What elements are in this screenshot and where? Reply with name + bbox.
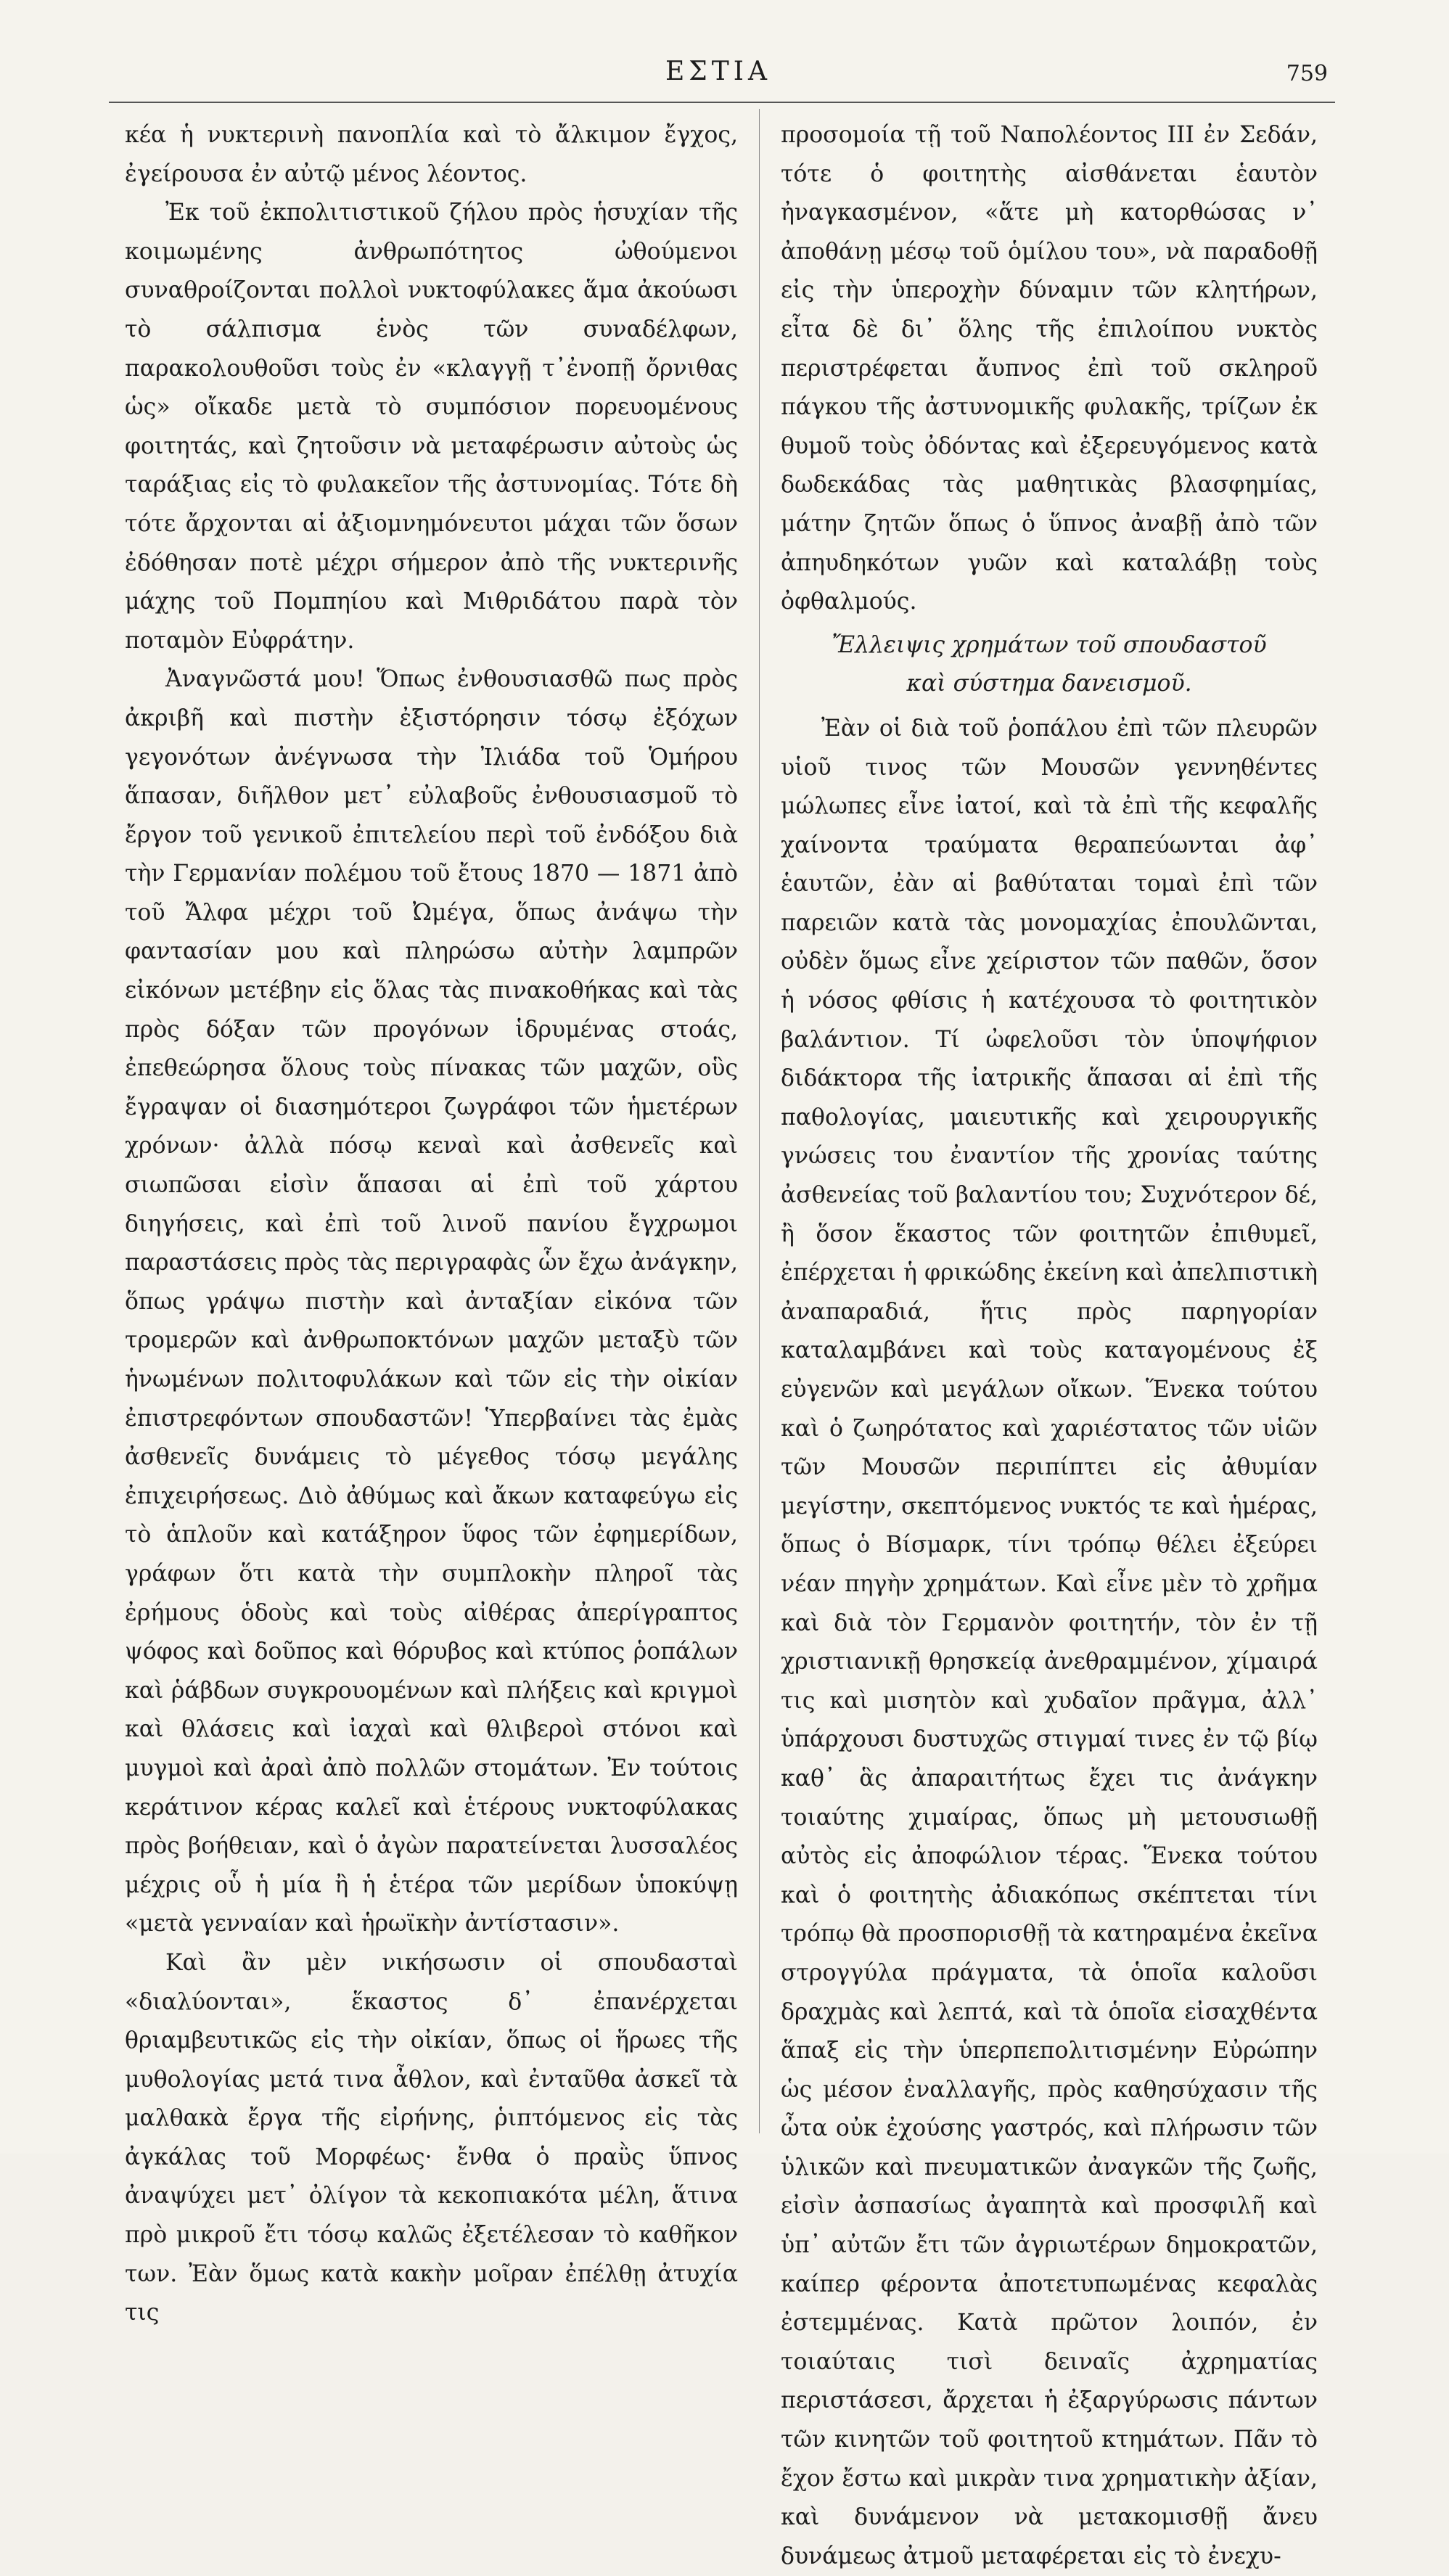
left-column xyxy=(125,116,738,2333)
header-rule xyxy=(109,102,1335,103)
left-paragraph-1: κέα ἡ νυκτερινὴ πανοπλία καὶ τὸ ἄλκιμον ἔγχος, ἐγείρουσα ἐν αὐτῷ μένος λέοντος. xyxy=(125,122,738,187)
right-paragraph-1: προσομοία τῇ τοῦ Ναπολέοντος ΙΙΙ ἐν Σεδάν, τότε ὁ φοιτητὴς αἰσθάνεται ἑαυτὸν ἠναγκασμένον, «ἅτε μὴ κατορθώσας ν᾽ ἀποθάνῃ μέσῳ τοῦ ὁμίλου του», νὰ παραδοθῇ εἰς τὴν ὑπεροχὴν δύναμιν τῶν κλητήρων, εἶτα δὲ δι᾽ ὅλης τῆς ἐπιλοίπου νυκτὸς περιστρέφεται ἄυπνος ἐπὶ τοῦ σκληροῦ πάγκου τῆς ἀστυνομικῆς φυλακῆς, τρίζων ἐκ θυμοῦ τοὺς ὀδόντας καὶ ἐξερευγόμενος κατὰ δωδεκάδας τὰς μαθητικὰς βλασφημίας, μάτην ζητῶν ὅπως ὁ ὕπνος ἀναβῇ ἀπὸ τῶν ἀπηυδηκότων γυῶν καὶ καταλάβῃ τοὺς ὀφθαλμούς. xyxy=(781,122,1318,615)
section-heading-line-2: καὶ σύστημα δανεισμοῦ. xyxy=(906,670,1192,697)
right-paragraph-2: Ἐὰν οἱ διὰ τοῦ ῥοπάλου ἐπὶ τῶν πλευρῶν υἱοῦ τινος τῶν Μουσῶν γεννηθέντες μώλωπες εἶνε ἰατοί, καὶ τὰ ἐπὶ τῆς κεφαλῆς χαίνοντα τραύματα θεραπεύωνται ἀφ᾽ ἑαυτῶν, ἐὰν αἱ βαθύταται τομαὶ ἐπὶ τῶν παρειῶν κατὰ τὰς μονομαχίας ἐπουλῶνται, οὐδὲν ὅμως εἶνε χείριστον τῶν παθῶν, ὅσον ἡ νόσος φθίσις ἡ κατέχουσα τὸ φοιτητικὸν βαλάντιον. Τί ὠφελοῦσι τὸν ὑποψήφιον διδάκτορα τῆς ἰατρικῆς ἅπασαι αἱ ἐπὶ τῆς παθολογίας, μαιευτικῆς καὶ χειρουργικῆς γνώσεις του ἐναντίον τῆς χρονίας ταύτης ἀσθενείας τοῦ βαλαντίου του; Συχνότερον δέ, ἢ ὅσον ἕκαστος τῶν φοιτητῶν ἐπιθυμεῖ, ἐπέρχεται ἡ φρικώδης ἐκείνη καὶ ἀπελπιστικὴ ἀναπαραδιά, ἥτις πρὸς παρηγορίαν καταλαμβάνει καὶ τοὺς καταγομένους ἐξ εὐγενῶν καὶ μεγάλων οἴκων. Ἕνεκα τούτου καὶ ὁ ζωηρότατος καὶ χαριέστατος τῶν υἱῶν τῶν Μουσῶν περιπίπτει εἰς ἀθυμίαν μεγίστην, σκεπτόμενος νυκτός τε καὶ ἡμέρας, ὅπως ὁ Βίσμαρκ, τίνι τρόπῳ θέλει ἐξεύρει νέαν πηγὴν χρημάτων. Καὶ εἶνε μὲν τὸ χρῆμα καὶ διὰ τὸν Γερμανὸν φοιτητήν, τὸν ἐν τῇ χριστιανικῇ θρησκείᾳ ἀνεθραμμένον, χίμαιρά τις καὶ μισητὸν καὶ χυδαῖον πρᾶγμα, ἀλλ᾽ ὑπάρχουσι δυστυχῶς στιγμαί τινες ἐν τῷ βίῳ καθ᾽ ἃς ἀπαραιτήτως ἔχει τις ἀνάγκην τοιαύτης χιμαίρας, ὅπως μὴ μετουσιωθῇ αὐτὸς εἰς ἀποφώλιον τέρας. Ἕνεκα τούτου καὶ ὁ φοιτητὴς ἀδιακόπως σκέπτεται τίνι τρόπῳ θὰ προσπορισθῇ τὰ κατηραμένα ἐκεῖνα στρογγύλα πράγματα, τὰ ὁποῖα καλοῦσι δραχμὰς καὶ λεπτά, καὶ τὰ ὁποῖα εἰσαχθέντα ἅπαξ εἰς τὴν ὑπερπεπολιτισμένην Εὐρώπην ὡς μέσον ἐναλλαγῆς, πρὸς καθησύχασιν τῆς ὦτα οὐκ ἐχούσης γαστρός, καὶ πλήρωσιν τῶν ὑλικῶν καὶ πνευματικῶν ἀναγκῶν τῆς ζωῆς, εἰσὶν ἀσπασίως ἀγαπητὰ καὶ προσφιλῆ καὶ ὑπ᾽ αὐτῶν ἔτι τῶν ἀγριωτέρων δημοκρατῶν, καίπερ φέροντα ἀποτετυπωμένας κεφαλὰς ἐστεμμένας. Κατὰ πρῶτον λοιπόν, ἐν τοιαύταις τισὶ δειναῖς ἀχρηματίας περιστάσεσι, ἄρχεται ἡ ἐξαργύρωσις πάντων τῶν κινητῶν τοῦ φοιτητοῦ κτημάτων. Πᾶν τὸ ἔχον ἔστω καὶ μικρὰν τινα χρηματικὴν ἀξίαν, καὶ δυνάμενον νὰ μετακομισθῇ ἄνευ δυνάμεως ἀτμοῦ μεταφέρεται εἰς τὸ ἐνεχυ- xyxy=(781,715,1318,2569)
column-divider xyxy=(759,109,760,2133)
page-header xyxy=(109,57,1328,93)
left-paragraph-4: Καὶ ἂν μὲν νικήσωσιν οἱ σπουδασταὶ «διαλύονται», ἕκαστος δ᾽ ἐπανέρχεται θριαμβευτικῶς εἰς τὴν οἰκίαν, ὅπως οἱ ἥρωες τῆς μυθολογίας μετά τινα ἆθλον, καὶ ἐνταῦθα ἀσκεῖ τὰ μαλθακὰ ἔργα τῆς εἰρήνης, ῥιπτόμενος εἰς τὰς ἀγκάλας τοῦ Μορφέως· ἔνθα ὁ πραῢς ὕπνος ἀναψύχει μετ᾽ ὀλίγον τὰ κεκοπιακότα μέλη, ἅτινα πρὸ μικροῦ ἔτι τόσῳ καλῶς ἐξετέλεσαν τὸ καθῆκον των. Ἐὰν ὅμως κατὰ κακὴν μοῖραν ἐπέλθῃ ἀτυχία τις xyxy=(125,1949,738,2326)
left-paragraph-2: Ἐκ τοῦ ἐκπολιτιστικοῦ ζήλου πρὸς ἡσυχίαν τῆς κοιμωμένης ἀνθρωπότητος ὠθούμενοι συναθροίζονται πολλοὶ νυκτοφύλακες ἅμα ἀκούωσι τὸ σάλπισμα ἑνὸς τῶν συναδέλφων, παρακολουθοῦσι τοὺς ἐν «κλαγγῇ τ᾽ἐνοπῇ ὄρνιθας ὡς» οἴκαδε μετὰ τὸ συμπόσιον πορευομένους φοιτητάς, καὶ ζητοῦσιν νὰ μεταφέρωσιν αὐτοὺς ὡς ταράξιας εἰς τὸ φυλακεῖον τῆς ἀστυνομίας. Τότε δὴ τότε ἄρχονται αἱ ἀξιομνημόνευτοι μάχαι τῶν ὅσων ἐδόθησαν ποτὲ μέχρι σήμερον ἀπὸ τῆς νυκτερινῆς μάχης τοῦ Πομπηίου καὶ Μιθριδάτου παρὰ τὸν ποταμὸν Εὐφράτην. xyxy=(125,200,738,654)
section-heading-line-1: Ἔλλειψις χρημάτων τοῦ σπουδαστοῦ xyxy=(832,631,1267,658)
right-column xyxy=(781,116,1318,2576)
section-heading xyxy=(781,626,1318,704)
left-paragraph-3: Ἀναγνῶστά μου! Ὅπως ἐνθουσιασθῶ πως πρὸς ἀκριβῆ καὶ πιστὴν ἐξιστόρησιν τόσῳ ἐξόχων γεγονότων ἀνέγνωσα τὴν Ἰλιάδα τοῦ Ὁμήρου ἅπασαν, διῆλθον μετ᾽ εὐλαβοῦς ἐνθουσιασμοῦ τὸ ἔργον τοῦ γενικοῦ ἐπιτελείου περὶ τοῦ ἐνδόξου διὰ τὴν Γερμανίαν πολέμου τοῦ ἔτους 1870 — 1871 ἀπὸ τοῦ Ἄλφα μέχρι τοῦ Ὠμέγα, ὅπως ἀνάψω τὴν φαντασίαν μου καὶ πληρώσω αὐτὴν λαμπρῶν εἰκόνων μετέβην εἰς ὅλας τὰς πινακοθήκας καὶ τὰς πρὸς δόξαν τῶν προγόνων ἱδρυμένας στοάς, ἐπεθεώρησα ὅλους τοὺς πίνακας τῶν μαχῶν, οὓς ἔγραψαν οἱ διασημότεροι ζωγράφοι τῶν ἡμετέρων χρόνων· ἀλλὰ πόσῳ κεναὶ καὶ ἀσθενεῖς καὶ σιωπῶσαι εἰσὶν ἅπασαι αἱ ἐπὶ τοῦ χάρτου διηγήσεις, καὶ ἐπὶ τοῦ λινοῦ πανίου ἔγχρωμοι παραστάσεις πρὸς τὰς περιγραφὰς ὧν ἔχω ἀνάγκην, ὅπως γράψω πιστὴν καὶ ἀνταξίαν εἰκόνα τῶν τρομερῶν καὶ ἀνθρωποκτόνων μαχῶν μεταξὺ τῶν ἡνωμένων πολιτοφυλάκων καὶ τῶν εἰς τὴν οἰκίαν ἐπιστρεφόντων σπουδαστῶν! Ὑπερβαίνει τὰς ἐμὰς ἀσθενεῖς δυνάμεις τὸ μέγεθος τόσῳ μεγάλης ἐπιχειρήσεως. Διὸ ἀθύμως καὶ ἄκων καταφεύγω εἰς τὸ ἁπλοῦν καὶ κατάξηρον ὕφος τῶν ἐφημερίδων, γράφων ὅτι κατὰ τὴν συμπλοκὴν πληροῖ τὰς ἐρήμους ὁδοὺς καὶ τοὺς αἰθέρας ἀπερίγραπτος ψόφος καὶ δοῦπος καὶ θόρυβος καὶ κτύπος ῥοπάλων καὶ ῥάβδων συγκρουομένων καὶ πλήξεις καὶ κριγμοὶ καὶ θλάσεις καὶ ἰαχαὶ καὶ θλιβεροὶ στόνοι καὶ μυγμοὶ καὶ ἀραὶ ἀπὸ πολλῶν στομάτων. Ἐν τούτοις κεράτινον κέρας καλεῖ καὶ ἑτέρους νυκτοφύλακας πρὸς βοήθειαν, καὶ ὁ ἀγὼν παρατείνεται λυσσαλέος μέχρις οὗ ἡ μία ἢ ἡ ἑτέρα τῶν μερίδων ὑποκύψῃ «μετὰ γενναίαν καὶ ἡρωϊκὴν ἀντίστασιν». xyxy=(125,666,738,1937)
page-number: 759 xyxy=(1286,61,1328,86)
running-title: ΕΣΤΙΑ xyxy=(665,57,771,86)
